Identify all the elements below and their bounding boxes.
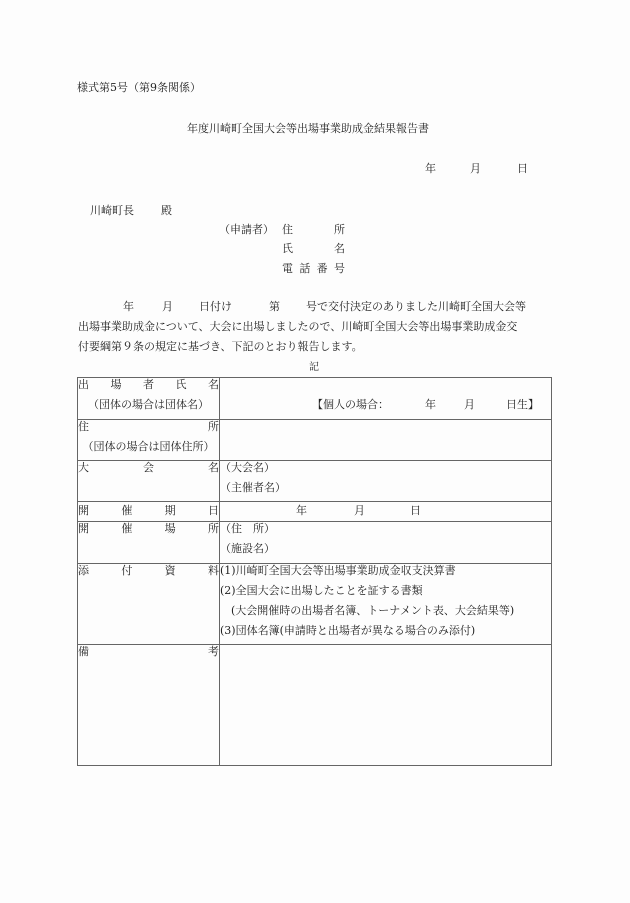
attachment-item: (1)川崎町全国大会等出場事業助成金収支決算書	[220, 564, 456, 577]
addressee-name: 川崎町長	[90, 204, 134, 217]
row-venue	[78, 522, 552, 564]
applicant-name-label: 氏 名	[282, 242, 345, 255]
applicant-address-label: 住 所	[282, 223, 345, 236]
row-attachments	[78, 564, 552, 645]
label-attachments: 添 付 資 料	[78, 564, 220, 645]
remarks-value[interactable]	[220, 645, 552, 766]
row-remarks	[78, 645, 552, 766]
label-participant: 出 場 者 氏 名 （団体の場合は団体名）	[78, 378, 220, 420]
attachment-item: (大会開催時の出場者名簿、トーナメント表、大会結果等)	[220, 604, 515, 617]
row-address	[78, 420, 552, 461]
tournament-value[interactable]: （大会名） （主催者名）	[220, 461, 552, 502]
row-tournament	[78, 461, 552, 502]
attachments-value	[220, 564, 552, 645]
label-remarks: 備 考	[78, 645, 220, 766]
date-month: 月	[470, 162, 481, 175]
report-table	[77, 377, 552, 766]
label-tournament: 大 会 名	[78, 461, 220, 502]
date-day: 日	[517, 162, 528, 175]
attachment-item: (2)全国大会に出場したことを証する書類	[220, 584, 423, 597]
row-date	[78, 502, 552, 522]
label-address: 住 所 （団体の場合は団体住所）	[78, 420, 220, 461]
attachment-item: (3)団体名簿(申請時と出場者が異なる場合のみ添付)	[220, 624, 476, 637]
date-value[interactable]: 年 月 日	[220, 502, 552, 522]
venue-value[interactable]: （住 所） （施設名）	[220, 522, 552, 564]
applicant-label: （申請者）	[219, 223, 274, 236]
row-participant	[78, 378, 552, 420]
label-venue: 開 催 場 所	[78, 522, 220, 564]
addressee-honorific: 殿	[161, 204, 172, 217]
form-number: 様式第5号（第9条関係）	[77, 81, 201, 94]
document-title: 年度川崎町全国大会等出場事業助成金結果報告書	[187, 122, 429, 135]
applicant-phone-label: 電 話 番 号	[282, 262, 345, 275]
participant-value[interactable]: 【個人の場合： 年 月 日生】	[220, 378, 552, 420]
ki-heading: 記	[309, 362, 319, 373]
address-value[interactable]	[220, 420, 552, 461]
label-date: 開 催 期 日	[78, 502, 220, 522]
date-year: 年	[425, 162, 436, 175]
